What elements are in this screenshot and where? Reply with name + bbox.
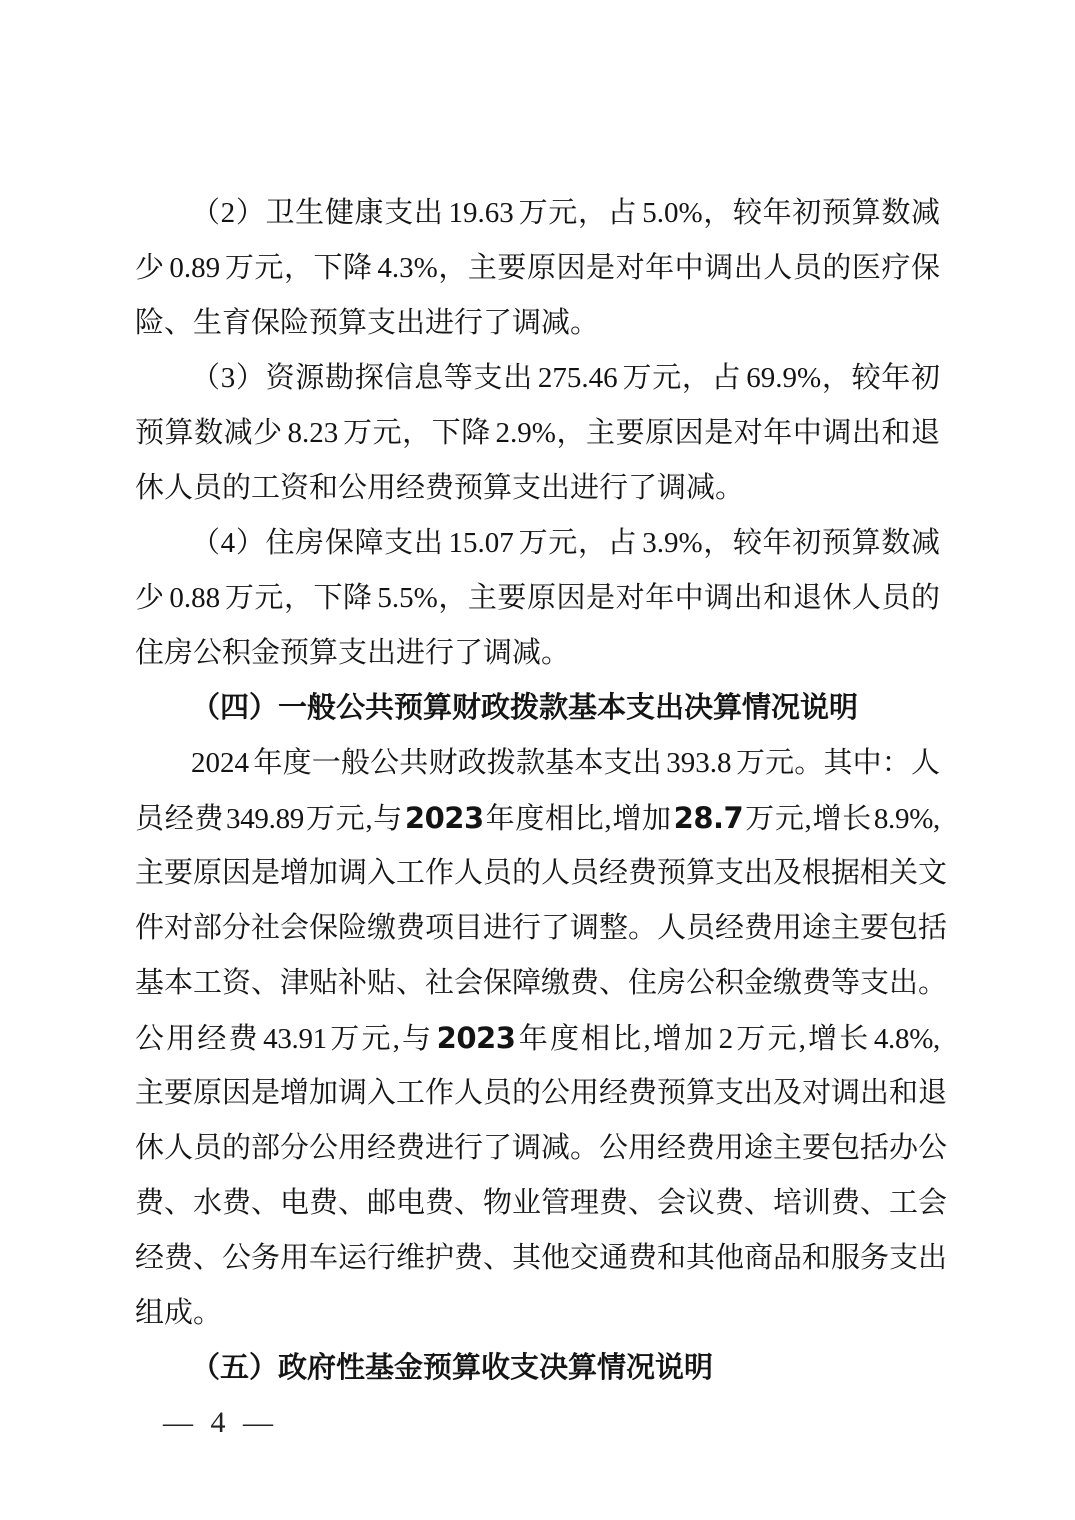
page-footer xyxy=(163,1403,276,1443)
text-line xyxy=(135,791,940,846)
text-run: 件对部分社会保险缴费项目进行了调整。人员经费用途主要包括 xyxy=(135,912,948,944)
text-line xyxy=(135,351,940,406)
para-2-health-expenditure xyxy=(135,186,940,351)
text-line xyxy=(135,626,940,681)
text-run: （2）卫生健康支出 19.63 万元，占 5.0%，较年初预算数减 xyxy=(191,197,940,229)
text-line xyxy=(135,406,940,461)
para-4-housing-security-expenditure xyxy=(135,516,940,681)
text-line xyxy=(135,241,940,296)
alt-digits-run: 2023 xyxy=(436,1021,516,1055)
text-line xyxy=(135,846,948,901)
text-run: 主要原因是增加调入工作人员的人员经费预算支出及根据相关文 xyxy=(135,857,948,889)
text-run: 主要原因是增加调入工作人员的公用经费预算支出及对调出和退 xyxy=(135,1077,948,1109)
alt-digits-run: 28.7 xyxy=(673,801,744,835)
text-line xyxy=(135,736,940,791)
document-body xyxy=(135,186,948,1396)
text-line xyxy=(135,956,948,1011)
text-line xyxy=(135,901,948,956)
text-line xyxy=(135,1231,948,1286)
heading-line xyxy=(135,1341,940,1396)
alt-digits-run: 2023 xyxy=(404,801,484,835)
text-run: （四）一般公共预算财政拨款基本支出决算情况说明 xyxy=(191,692,859,724)
text-run: 公用经费 43.91 万元,与 xyxy=(135,1023,437,1055)
text-line xyxy=(135,571,940,626)
text-run: 少 0.89 万元，下降 4.3%，主要原因是对年中调出人员的医疗保 xyxy=(135,252,940,284)
heading-line xyxy=(135,681,940,736)
text-run: 万元,增长 8.9%, xyxy=(743,803,940,835)
text-run: 休人员的部分公用经费进行了调减。公用经费用途主要包括办公 xyxy=(135,1132,948,1164)
text-run: 休人员的工资和公用经费预算支出进行了调减。 xyxy=(135,472,745,504)
page-number: — 4 — xyxy=(163,1406,276,1439)
text-run: 经费、公务用车运行维护费、其他交通费和其他商品和服务支出 xyxy=(135,1242,948,1274)
text-run: 员经费 349.89 万元,与 xyxy=(135,803,405,835)
text-line xyxy=(135,1121,948,1176)
para-3-resource-exploration-expenditure xyxy=(135,351,940,516)
text-run: （4）住房保障支出 15.07 万元，占 3.9%，较年初预算数减 xyxy=(191,527,940,559)
text-line xyxy=(135,1066,948,1121)
text-run: 费、水费、电费、邮电费、物业管理费、会议费、培训费、工会 xyxy=(135,1187,948,1219)
text-run: 基本工资、津贴补贴、社会保障缴费、住房公积金缴费等支出。 xyxy=(135,967,948,999)
text-run: 年度相比,增加 xyxy=(483,803,674,835)
text-run: 组成。 xyxy=(135,1297,223,1329)
text-run: 预算数减少 8.23 万元，下降 2.9%，主要原因是对年中调出和退 xyxy=(135,417,940,449)
text-run: 险、生育保险预算支出进行了调减。 xyxy=(135,307,600,339)
text-run: 住房公积金预算支出进行了调减。 xyxy=(135,637,571,669)
heading-section-4-basic-expenditure xyxy=(135,681,940,736)
text-line xyxy=(135,1011,940,1066)
text-line xyxy=(135,1176,948,1231)
para-basic-expenditure-detail xyxy=(135,736,948,1341)
text-line xyxy=(135,186,940,241)
text-run: （3）资源勘探信息等支出 275.46 万元，占 69.9%，较年初 xyxy=(191,362,940,394)
text-run: 年度相比,增加 2 万元,增长 4.8%, xyxy=(515,1023,940,1055)
heading-section-5-gov-fund-budget xyxy=(135,1341,940,1396)
text-line xyxy=(135,461,940,516)
text-run: 2024 年度一般公共财政拨款基本支出 393.8 万元。其中：人 xyxy=(191,747,940,779)
text-run: （五）政府性基金预算收支决算情况说明 xyxy=(191,1352,714,1384)
text-line xyxy=(135,1286,940,1341)
text-run: 少 0.88 万元，下降 5.5%，主要原因是对年中调出和退休人员的 xyxy=(135,582,940,614)
text-line xyxy=(135,296,940,351)
text-line xyxy=(135,516,940,571)
